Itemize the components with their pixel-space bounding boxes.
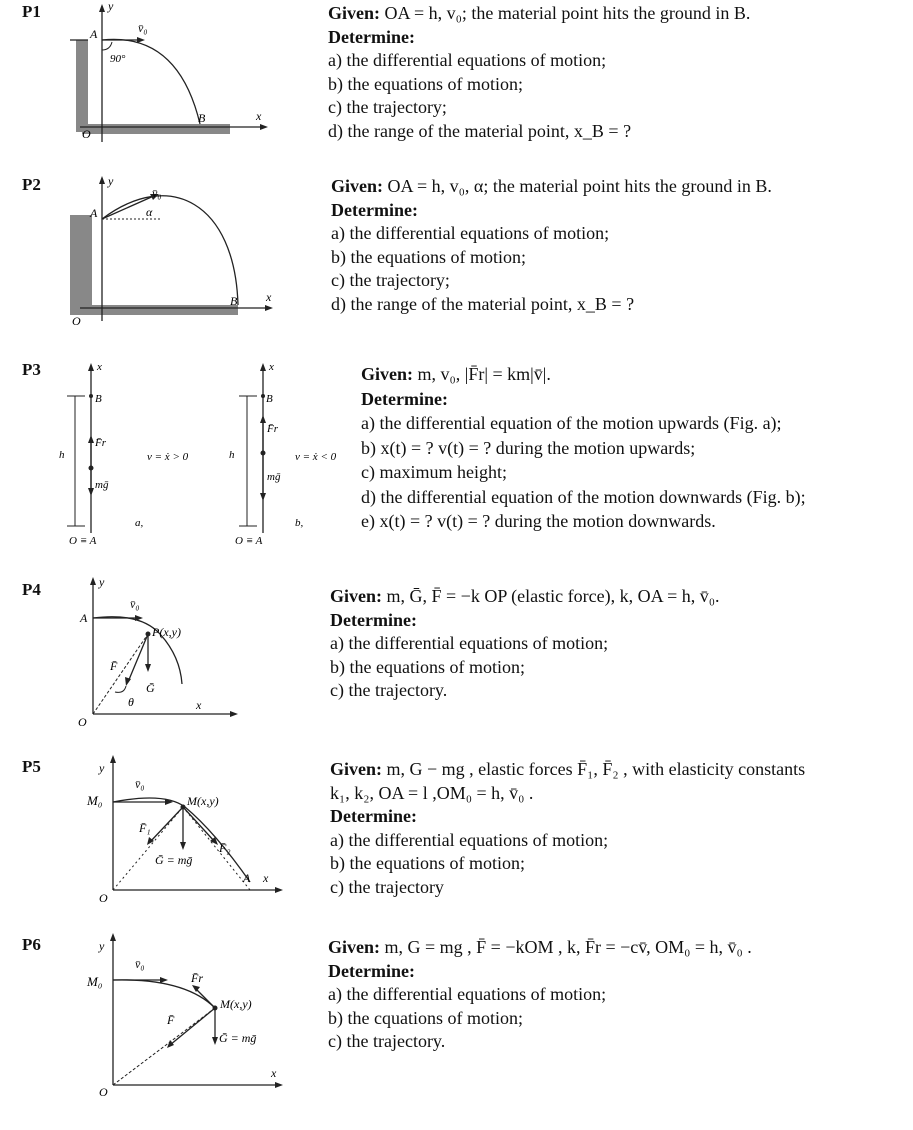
question-a: a) the differential equations of motion; — [331, 223, 610, 243]
question-a: a) the differential equations of motion; — [328, 984, 607, 1004]
label-b: B — [230, 294, 238, 308]
label-theta: θ — [128, 695, 134, 709]
figure-p5 — [75, 752, 295, 912]
label-fr: F̄r — [267, 423, 278, 435]
label-oa: O ≡ A — [69, 535, 97, 547]
label-x: x — [196, 698, 202, 712]
question-c: c) the trajectory — [330, 876, 444, 897]
given-line: Given: m, Ḡ, F̄ = −k OP (elastic force), k, OA = h, v̄₀. — [330, 586, 720, 606]
label-cond-b: v = ẋ < 0 — [295, 451, 337, 463]
problem-label-p2: P2 — [22, 175, 41, 194]
label-a: A — [243, 871, 251, 885]
problem-label-p3: P3 — [22, 360, 41, 379]
problem-text-p4 — [330, 585, 720, 703]
problem-text-p6 — [328, 936, 752, 1054]
problem-text-p5 — [330, 758, 805, 899]
determine-heading: Determine: — [331, 199, 418, 220]
figure-p3 — [55, 358, 355, 553]
question-a: a) the differential equations of motion; — [330, 633, 609, 653]
label-f1: F̄₁ — [139, 821, 151, 835]
question-c: c) the trajectory. — [328, 1031, 446, 1051]
label-v0: v̄₀ — [152, 186, 162, 200]
label-fig-b: b, — [295, 517, 304, 529]
given-line: Given: OA = h, v₀, α; the material point hits the ground in B. — [331, 176, 772, 196]
label-v0: v̄₀ — [135, 957, 145, 971]
ground-hatch — [88, 305, 238, 315]
problem-text-p2 — [331, 175, 772, 316]
label-o: O — [82, 127, 91, 141]
given-line-2: k₁, k₂, OA = l ,OM₀ = h, v̄₀ . — [330, 782, 534, 803]
label-b: B — [95, 393, 102, 405]
trajectory-curve — [113, 798, 250, 882]
given-line: Given: m, G − mg , elastic forces F̄₁, F̄₂ , with elasticity constants — [330, 759, 806, 779]
label-m: M(x,y) — [187, 794, 219, 808]
problem-label-p4: P4 — [22, 580, 41, 599]
label-m0: M₀ — [87, 974, 103, 989]
label-y: y — [99, 939, 105, 953]
trajectory-curve — [102, 196, 238, 305]
label-m: M(x,y) — [220, 997, 252, 1011]
question-b: b) x(t) = ? v(t) = ? during the motion upwards; — [361, 437, 696, 458]
label-v0: v̄₀ — [135, 777, 145, 791]
label-v0: v̄₀ — [138, 21, 148, 35]
label-f: F̄ — [167, 1013, 175, 1027]
label-y: y — [108, 2, 114, 13]
ground-hatch — [82, 124, 230, 134]
label-x: x — [271, 1066, 277, 1080]
figure-p2 — [60, 173, 290, 328]
label-x: x — [269, 361, 274, 373]
label-fig-a: a, — [135, 517, 144, 529]
label-a: A — [90, 206, 98, 220]
question-d: d) the range of the material point, x_B = ? — [328, 120, 632, 141]
label-fr: F̄r — [191, 971, 203, 985]
determine-heading: Determine: — [330, 609, 417, 630]
question-c: c) the trajectory; — [331, 270, 450, 290]
question-a: a) the differential equations of motion; — [330, 829, 609, 850]
label-g: Ḡ — [146, 681, 155, 695]
label-f2: F̄₂ — [219, 841, 231, 855]
label-y: y — [108, 174, 114, 188]
label-f: F̄ — [110, 659, 118, 673]
question-d: d) the range of the material point, x_B = ? — [331, 293, 635, 314]
label-x: x — [266, 290, 272, 304]
determine-heading: Determine: — [328, 26, 415, 47]
problem-label-p1: P1 — [22, 2, 41, 21]
question-e: e) x(t) = ? v(t) = ? during the motion downwards. — [361, 511, 716, 531]
label-b: B — [266, 393, 273, 405]
label-cond-a: v = ẋ > 0 — [147, 451, 189, 463]
given-line: Given: m, v₀, |F̄r| = km|v̄|. — [361, 364, 551, 384]
given-line: Given: m, G = mg , F̄ = −kOM , k, F̄r = −cv̄, OM₀ = h, v̄₀ . — [328, 937, 752, 957]
problem-text-p1 — [328, 2, 750, 143]
label-y: y — [99, 761, 105, 775]
label-mg: mḡ — [267, 471, 281, 483]
question-c: c) maximum height; — [361, 462, 507, 482]
label-o: O — [72, 314, 81, 328]
label-fr: F̄r — [95, 437, 106, 449]
wall-hatch — [70, 215, 92, 315]
question-b: b) the equations of motion; — [330, 853, 525, 873]
label-alpha: α — [146, 205, 153, 219]
label-o: O — [99, 891, 108, 905]
wall-hatch — [76, 40, 88, 132]
label-o: O — [78, 715, 87, 729]
question-b: b) the equations of motion; — [328, 73, 523, 94]
label-a: A — [90, 27, 98, 41]
problem-label-p6: P6 — [22, 935, 41, 954]
determine-heading: Determine: — [361, 388, 448, 409]
label-x: x — [97, 361, 102, 373]
given-line: Given: OA = h, v₀; the material point hits the ground in B. — [328, 3, 751, 23]
label-p: P(x,y) — [152, 625, 181, 639]
question-c: c) the trajectory. — [330, 680, 448, 700]
label-h: h — [229, 449, 235, 461]
question-a: a) the differential equations of motion; — [328, 50, 607, 70]
label-mg: mḡ — [95, 479, 109, 491]
question-c: c) the trajectory; — [328, 97, 447, 117]
label-v0: v̄₀ — [130, 597, 140, 611]
label-angle: 90° — [110, 53, 126, 65]
label-b: B — [198, 111, 206, 125]
figure-p1 — [60, 2, 290, 147]
label-oa: O ≡ A — [235, 535, 263, 547]
label-o: O — [99, 1085, 108, 1099]
problem-text-p3 — [361, 362, 806, 534]
label-h: h — [59, 449, 65, 461]
question-b: b) the equations of motion; — [330, 656, 525, 677]
label-x: x — [263, 871, 269, 885]
determine-heading: Determine: — [328, 960, 415, 981]
question-b: b) the cquations of motion; — [328, 1007, 523, 1028]
question-d: d) the differential equation of the motion downwards (Fig. b); — [361, 486, 806, 507]
label-g: Ḡ = mḡ — [155, 853, 193, 867]
label-x: x — [256, 109, 262, 123]
label-a: A — [80, 611, 88, 625]
question-a: a) the differential equation of the motion upwards (Fig. a); — [361, 413, 782, 433]
label-g: Ḡ = mḡ — [219, 1031, 257, 1045]
determine-heading: Determine: — [330, 806, 417, 826]
question-b: b) the equations of motion; — [331, 246, 526, 267]
label-m0: M₀ — [87, 793, 103, 808]
figure-p4 — [60, 574, 260, 734]
figure-p6 — [75, 930, 295, 1100]
problem-label-p5: P5 — [22, 757, 41, 776]
label-y: y — [99, 575, 105, 589]
